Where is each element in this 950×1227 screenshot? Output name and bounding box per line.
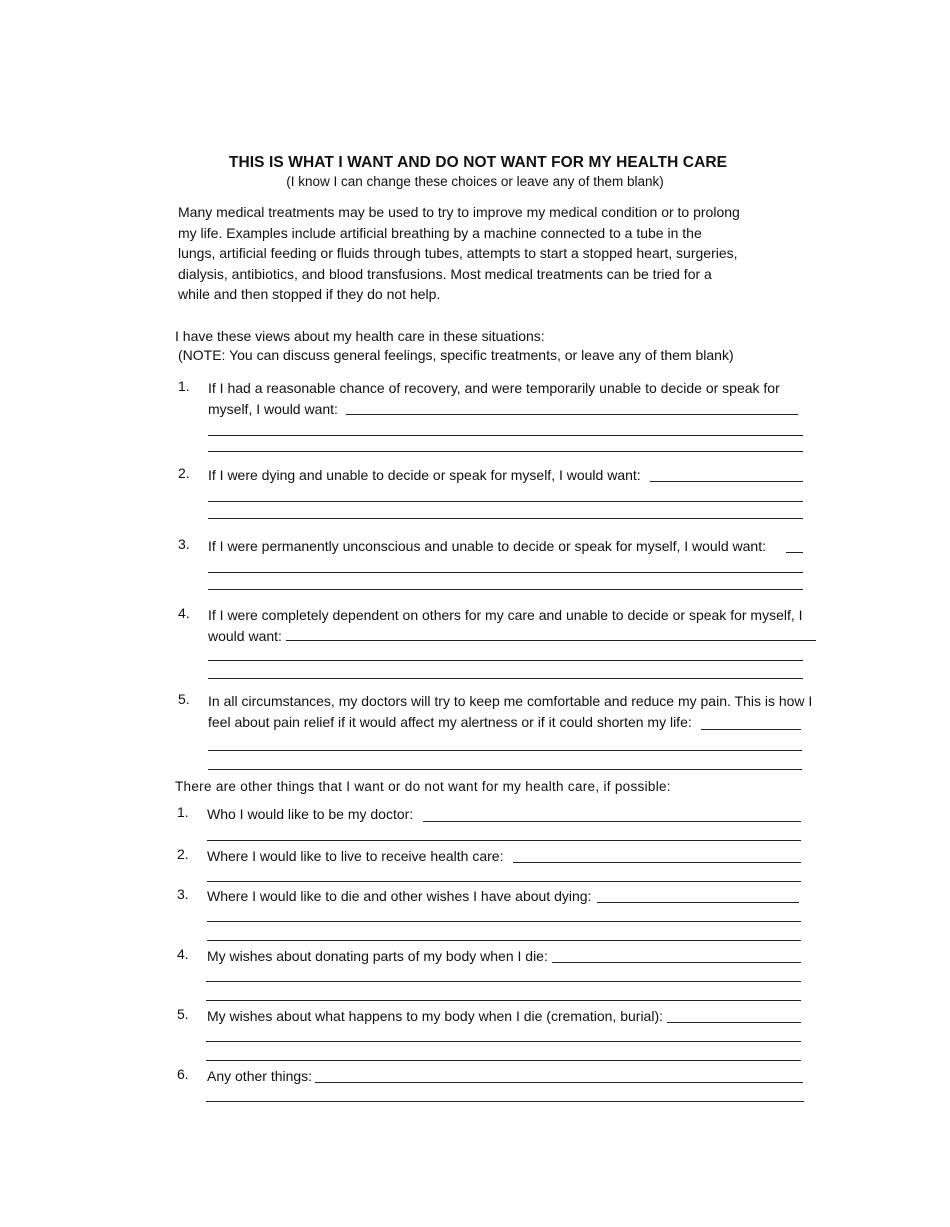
intro-line: dialysis, antibiotics, and blood transfusions. Most medical treatments can be tried for a — [178, 265, 712, 282]
views-intro: I have these views about my health care in these situations: — [175, 328, 545, 344]
situation-item-4 — [178, 605, 818, 681]
answer-line[interactable] — [206, 981, 801, 982]
situation-item-1 — [178, 378, 818, 454]
answer-line[interactable] — [208, 769, 802, 770]
answer-line[interactable] — [513, 862, 801, 863]
answer-line[interactable] — [208, 678, 803, 679]
other-number: 5. — [177, 1006, 189, 1022]
views-section — [175, 327, 775, 364]
other-item-6 — [177, 1066, 817, 1106]
situation-text: In all circumstances, my doctors will try to keep me comfortable and reduce my pain. This is how I — [208, 693, 813, 709]
other-item-2 — [177, 846, 817, 886]
other-text: My wishes about donating parts of my body when I die: — [207, 948, 548, 964]
situation-text: If I were dying and unable to decide or speak for myself, I would want: — [208, 467, 641, 483]
situation-item-3 — [178, 536, 818, 594]
situation-text: If I were completely dependent on others for my care and unable to decide or speak for myself, I — [208, 607, 803, 623]
page-subtitle: (I know I can change these choices or leave any of them blank) — [286, 174, 664, 189]
situation-item-5 — [178, 691, 818, 771]
answer-line[interactable] — [208, 518, 803, 519]
answer-line[interactable] — [701, 729, 801, 730]
answer-line[interactable] — [208, 435, 803, 436]
other-text: Where I would like to die and other wishes I have about dying: — [207, 888, 592, 904]
answer-line[interactable] — [206, 1000, 801, 1001]
answer-line[interactable] — [315, 1082, 803, 1083]
other-number: 1. — [177, 804, 189, 820]
situation-number: 4. — [178, 605, 190, 621]
answer-line[interactable] — [552, 962, 801, 963]
situation-number: 5. — [178, 691, 190, 707]
answer-line[interactable] — [786, 552, 803, 553]
other-item-5 — [177, 1006, 817, 1066]
answer-line[interactable] — [206, 1101, 804, 1102]
other-text: Any other things: — [207, 1068, 313, 1084]
answer-line[interactable] — [206, 1041, 801, 1042]
other-item-4 — [177, 946, 817, 1006]
answer-line[interactable] — [207, 881, 801, 882]
answer-line[interactable] — [286, 640, 816, 641]
answer-line[interactable] — [346, 414, 798, 415]
other-number: 3. — [177, 886, 189, 902]
answer-line[interactable] — [208, 572, 803, 573]
situation-item-2 — [178, 465, 818, 523]
situation-number: 2. — [178, 465, 190, 481]
other-item-1 — [177, 804, 817, 844]
other-wishes-heading: There are other things that I want or do not want for my health care, if possible: — [175, 779, 671, 794]
intro-paragraph — [178, 202, 778, 305]
intro-line: while and then stopped if they do not help. — [178, 286, 441, 302]
situation-text: If I were permanently unconscious and unable to decide or speak for myself, I would want: — [208, 538, 766, 554]
other-text: Who I would like to be my doctor: — [207, 806, 414, 822]
other-item-3 — [177, 886, 817, 946]
views-note: (NOTE: You can discuss general feelings, specific treatments, or leave any of them blank) — [178, 346, 734, 363]
answer-line[interactable] — [208, 451, 803, 452]
answer-line[interactable] — [208, 660, 803, 661]
situation-text: myself, I would want: — [208, 401, 338, 417]
answer-line[interactable] — [207, 940, 801, 941]
intro-line: Many medical treatments may be used to try to improve my medical condition or to prolong — [178, 204, 740, 220]
situation-number: 3. — [178, 536, 190, 552]
situation-text: feel about pain relief if it would affect my alertness or if it could shorten my life: — [208, 714, 692, 730]
answer-line[interactable] — [206, 1060, 801, 1061]
answer-line[interactable] — [207, 921, 801, 922]
answer-line[interactable] — [423, 821, 801, 822]
answer-line[interactable] — [650, 481, 803, 482]
situation-number: 1. — [178, 378, 190, 394]
answer-line[interactable] — [208, 750, 802, 751]
other-number: 4. — [177, 946, 189, 962]
intro-line: lungs, artificial feeding or fluids through tubes, attempts to start a stopped heart, surgeries, — [178, 245, 738, 261]
other-text: Where I would like to live to receive health care: — [207, 848, 504, 864]
other-text: My wishes about what happens to my body when I die (cremation, burial): — [207, 1008, 664, 1024]
other-number: 2. — [177, 846, 189, 862]
answer-line[interactable] — [208, 589, 803, 590]
answer-line[interactable] — [667, 1022, 801, 1023]
page-title: THIS IS WHAT I WANT AND DO NOT WANT FOR MY HEALTH CARE — [228, 154, 728, 171]
intro-line: my life. Examples include artificial breathing by a machine connected to a tube in the — [178, 224, 702, 241]
situation-text: If I had a reasonable chance of recovery, and were temporarily unable to decide or speak for — [208, 380, 780, 396]
other-number: 6. — [177, 1066, 189, 1082]
answer-line[interactable] — [207, 840, 801, 841]
situation-text: would want: — [208, 628, 282, 644]
answer-line[interactable] — [597, 902, 799, 903]
answer-line[interactable] — [208, 501, 803, 502]
